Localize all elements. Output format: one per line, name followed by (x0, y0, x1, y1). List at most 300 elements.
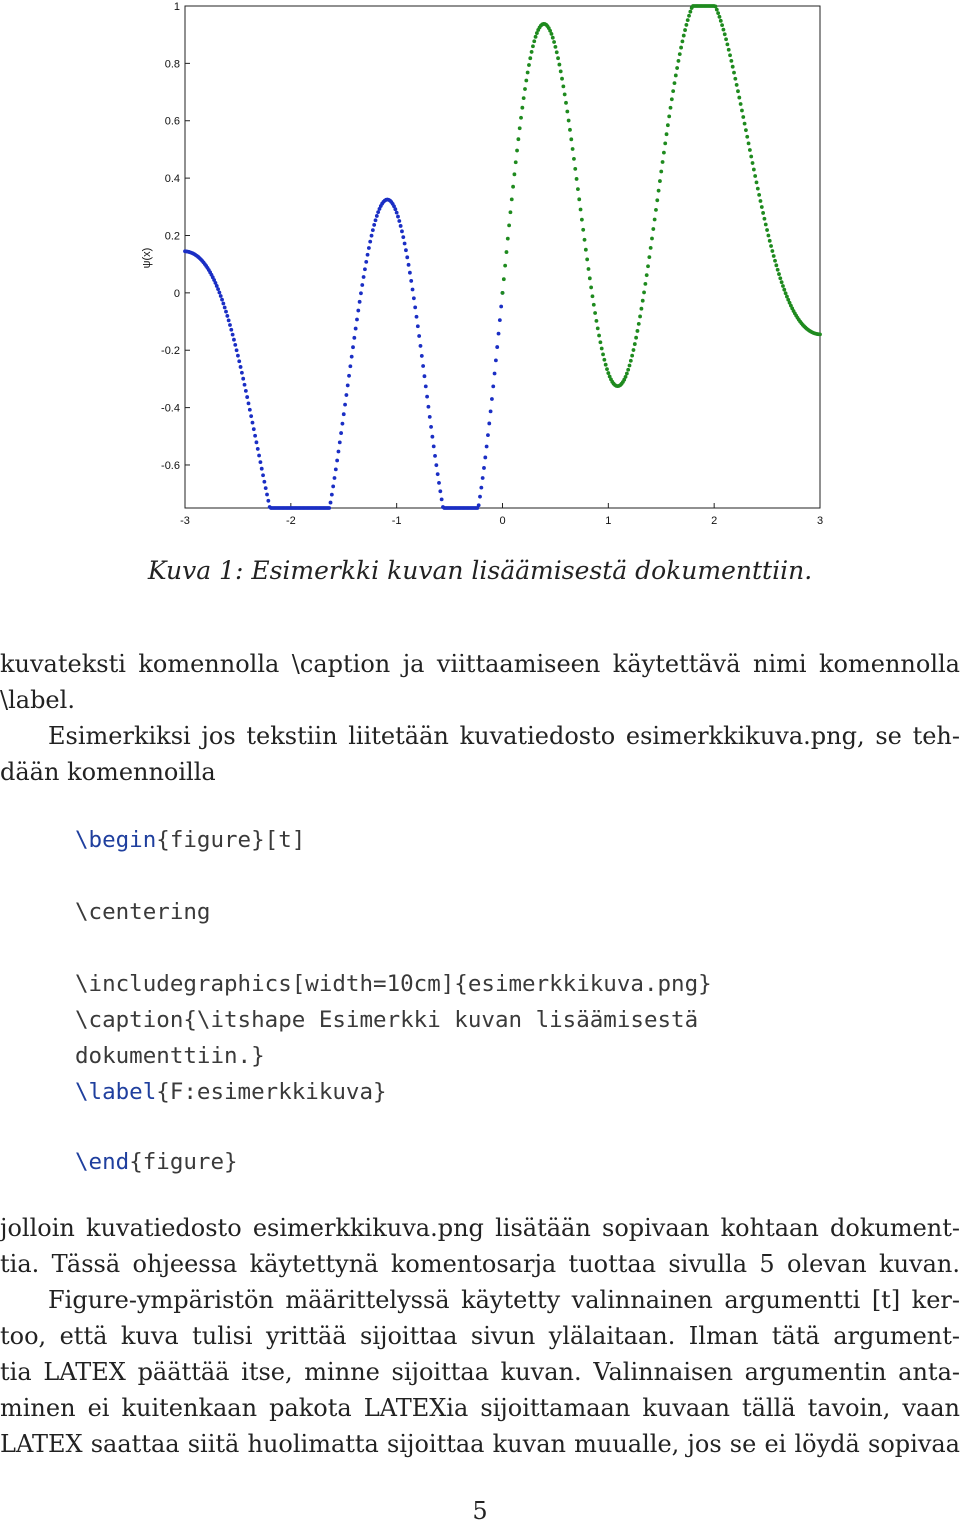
series-1-point (487, 422, 491, 426)
series-2-point (584, 248, 588, 252)
series-2-point (585, 258, 589, 262)
series-1-point (327, 506, 331, 510)
series-1-point (367, 246, 371, 250)
series-1-point (399, 224, 403, 228)
text-line: \label. (0, 686, 75, 714)
series-1-point (404, 248, 408, 252)
series-1-point (494, 358, 498, 362)
series-1-point (362, 275, 366, 279)
series-1-point (485, 445, 489, 449)
series-1-point (344, 393, 348, 397)
series-2-point (588, 276, 592, 280)
series-2-point (606, 371, 610, 375)
series-2-point (725, 42, 729, 46)
series-1-point (341, 422, 345, 426)
series-2-point (686, 18, 690, 22)
series-2-point (727, 48, 731, 52)
series-1-point (343, 403, 347, 407)
series-1-point (371, 228, 375, 232)
series-2-point (630, 354, 634, 358)
series-1-point (252, 427, 256, 431)
series-1-point (359, 291, 363, 295)
series-2-point (724, 37, 728, 41)
paragraph-explanation (0, 1210, 960, 1462)
series-1-point (244, 389, 248, 393)
series-2-point (748, 148, 752, 152)
series-1-point (358, 300, 362, 304)
series-2-point (526, 71, 530, 75)
series-1-point (486, 433, 490, 437)
x-tick-label: -3 (180, 515, 190, 527)
series-2-point (571, 147, 575, 151)
series-2-point (518, 126, 522, 130)
series-1-point (490, 397, 494, 401)
figure-caption: Kuva 1: Esimerkki kuvan lisäämisestä dokumenttiin. (147, 556, 813, 585)
text-line: dään komennoilla (0, 758, 216, 786)
series-2-point (760, 205, 764, 209)
series-1-point (368, 240, 372, 244)
series-2-point (679, 46, 683, 50)
series-2-point (638, 315, 642, 319)
text-line: Esimerkiksi jos tekstiin liitetään kuvatiedosto esimerkkikuva.png, se teh- (48, 722, 960, 750)
series-2-point (784, 291, 788, 295)
series-1-point (338, 440, 342, 444)
page-number: 5 (472, 1497, 488, 1525)
series-2-point (556, 56, 560, 60)
series-1-point (255, 440, 259, 444)
series-2-point (665, 132, 669, 136)
series-1-point (409, 279, 413, 283)
text-line: LATEX saattaa siitä huolimatta sijoittaa kuvan muualle, jos se ei löydä sopivaa (0, 1430, 960, 1458)
series-1-point (375, 214, 379, 218)
y-tick-label: 0.6 (164, 115, 180, 128)
series-2-point (503, 264, 507, 268)
series-1-point (232, 338, 236, 342)
series-2-point (557, 63, 561, 67)
series-1-point (408, 271, 412, 275)
series-2-point (745, 135, 749, 139)
text-line: tia LATEX päättää itse, minne sijoittaa kuvan. Valinnaisen argumentin anta- (0, 1358, 960, 1386)
series-1-point (334, 467, 338, 471)
series-2-point (720, 23, 724, 27)
series-2-point (757, 193, 761, 197)
series-1-point (498, 318, 502, 322)
series-1-point (420, 354, 424, 358)
series-1-point (228, 323, 232, 327)
series-1-point (262, 480, 266, 484)
series-2-point (626, 368, 630, 372)
series-1-point (430, 435, 434, 439)
series-2-point (572, 157, 576, 161)
series-2-point (555, 50, 559, 54)
series-1-point (413, 305, 417, 309)
series-2-point (756, 187, 760, 191)
series-2-point (564, 101, 568, 105)
y-tick-label: 0.4 (164, 173, 180, 186)
series-2-point (642, 291, 646, 295)
series-1-point (261, 473, 265, 477)
series-1-point (219, 294, 223, 298)
x-tick-label: 3 (816, 515, 824, 527)
code-end-figure: \end{figure} (75, 1149, 238, 1175)
series-1-point (440, 497, 444, 501)
series-2-point (595, 319, 599, 323)
series-2-point (763, 217, 767, 221)
series-2-point (583, 238, 587, 242)
series-2-point (552, 40, 556, 44)
series-1-point (240, 371, 244, 375)
series-1-point (479, 486, 483, 490)
series-1-point (217, 291, 221, 295)
series-2-point (733, 77, 737, 81)
series-2-point (587, 267, 591, 271)
series-2-point (581, 228, 585, 232)
series-1-point (264, 486, 268, 490)
series-2-point (651, 227, 655, 231)
series-2-point (605, 367, 609, 371)
series-2-point (778, 276, 782, 280)
series-2-point (522, 96, 526, 100)
series-1-point (423, 374, 427, 378)
series-1-point (257, 454, 261, 458)
series-2-point (716, 11, 720, 15)
text-line: minen ei kuitenkaan pakota LATEXia sijoittamaan kuvaan tällä tavoin, vaan (0, 1394, 960, 1422)
series-2-point (636, 329, 640, 333)
series-2-point (575, 177, 579, 181)
series-1-point (481, 476, 485, 480)
series-1-point (432, 444, 436, 448)
series-2-point (520, 106, 524, 110)
series-2-point (818, 333, 822, 337)
series-1-point (427, 405, 431, 409)
paragraph-intro (0, 646, 960, 790)
series-1-point (225, 314, 229, 318)
series-2-point (650, 237, 654, 241)
series-1-point (245, 395, 249, 399)
series-2-point (600, 347, 604, 351)
series-2-point (589, 286, 593, 290)
series-2-point (534, 35, 538, 39)
series-1-point (237, 359, 241, 363)
series-2-point (655, 198, 659, 202)
series-1-point (256, 447, 260, 451)
series-1-point (405, 255, 409, 259)
series-1-point (364, 260, 368, 264)
series-1-point (227, 318, 231, 322)
series-1-point (493, 372, 497, 376)
x-tick-label: -2 (285, 515, 296, 527)
series-1-point (356, 309, 360, 313)
series-1-point (348, 364, 352, 368)
series-2-point (759, 199, 763, 203)
plot-axes-box (185, 6, 820, 508)
series-2-point (560, 77, 564, 81)
series-2-point (653, 218, 657, 222)
series-2-point (684, 23, 688, 27)
series-1-point (259, 460, 263, 464)
series-2-point (764, 223, 768, 227)
series-2-point (649, 246, 653, 250)
series-2-point (568, 128, 572, 132)
series-1-point (249, 414, 253, 418)
x-tick-label: 1 (605, 515, 612, 527)
series-1-point (401, 235, 405, 239)
series-1-point (330, 493, 334, 497)
series-2-point (671, 89, 675, 93)
series-2-point (659, 170, 663, 174)
data-points (183, 4, 822, 510)
series-1-point (331, 485, 335, 489)
y-axis-label: ψ(x) (141, 247, 153, 269)
series-2-point (596, 326, 600, 330)
series-1-point (329, 501, 333, 505)
series-2-point (601, 352, 605, 356)
series-1-point (360, 283, 364, 287)
series-1-point (220, 298, 224, 302)
code-caption-cont: dokumenttiin.} (75, 1043, 265, 1069)
series-1-point (260, 467, 264, 471)
series-2-point (645, 273, 649, 277)
series-2-point (773, 259, 777, 263)
series-2-point (780, 280, 784, 284)
series-1-point (253, 434, 257, 438)
series-2-point (732, 71, 736, 75)
series-2-point (565, 110, 569, 114)
series-2-point (592, 303, 596, 307)
text-line: too, että kuva tulisi yrittää sijoittaa sivun ylälaitaan. Ilman tätä argument- (0, 1322, 960, 1350)
series-1-point (415, 315, 419, 319)
series-2-point (765, 228, 769, 232)
y-tick-label: 0 (173, 287, 180, 300)
series-1-point (236, 354, 240, 358)
code-label: \label{F:esimerkkikuva} (75, 1079, 387, 1105)
series-2-point (604, 363, 608, 367)
code-includegraphics: \includegraphics[width=10cm]{esimerkkikuva.png} (75, 971, 712, 997)
wavefunction-plot (0, 0, 960, 540)
series-1-point (223, 306, 227, 310)
text-line: jolloin kuvatiedosto esimerkkikuva.png lisätään sopivaan kohtaan dokument- (0, 1214, 960, 1242)
series-2-point (640, 307, 644, 311)
series-1-point (243, 383, 247, 387)
series-2-point (781, 284, 785, 288)
series-2-point (551, 36, 555, 40)
series-2-point (628, 364, 632, 368)
series-2-point (579, 208, 583, 212)
series-1-point (355, 318, 359, 322)
series-2-point (683, 28, 687, 32)
series-1-point (347, 374, 351, 378)
axis-ticks (161, 1, 823, 527)
series-2-point (674, 74, 678, 78)
series-2-point (528, 56, 532, 60)
series-2-point (687, 14, 691, 18)
series-2-point (777, 272, 781, 276)
series-2-point (509, 210, 513, 214)
series-2-point (515, 149, 519, 153)
series-2-point (597, 334, 601, 338)
series-1-point (372, 223, 376, 227)
series-1-point (224, 310, 228, 314)
series-2-point (554, 45, 558, 49)
series-2-point (681, 40, 685, 44)
x-tick-label: 2 (711, 515, 718, 527)
series-1-point (351, 345, 355, 349)
series-2-point (722, 28, 726, 32)
y-tick-label: -0.4 (161, 402, 180, 415)
series-2-point (744, 128, 748, 132)
text-line: kuvateksti komennolla \caption ja viittaamiseen käytettävä nimi komennolla (0, 650, 960, 678)
y-tick-label: 0.2 (164, 230, 180, 243)
series-2-point (516, 137, 520, 141)
series-2-point (559, 70, 563, 74)
series-2-point (654, 208, 658, 212)
series-2-point (736, 89, 740, 93)
series-2-point (593, 311, 597, 315)
series-2-point (598, 340, 602, 344)
series-2-point (524, 79, 528, 83)
series-2-point (772, 254, 776, 258)
series-2-point (767, 234, 771, 238)
series-2-point (729, 59, 733, 63)
series-2-point (502, 277, 506, 281)
series-2-point (747, 141, 751, 145)
series-2-point (527, 63, 531, 67)
series-1-point (241, 377, 245, 381)
series-1-point (342, 412, 346, 416)
series-2-point (641, 299, 645, 303)
series-2-point (752, 168, 756, 172)
series-2-point (514, 160, 518, 164)
series-2-point (505, 250, 509, 254)
series-1-point (495, 345, 499, 349)
series-1-point (424, 384, 428, 388)
text-line: tia. Tässä ohjeessa käytettynä komentosarja tuottaa sivulla 5 olevan kuvan. (0, 1250, 960, 1278)
series-2-point (769, 244, 773, 248)
series-2-point (658, 179, 662, 183)
series-1-point (395, 211, 399, 215)
series-1-point (233, 343, 237, 347)
series-2-point (511, 185, 515, 189)
series-2-point (667, 114, 671, 118)
series-1-point (339, 431, 343, 435)
series-1-point (477, 503, 481, 507)
series-1-point (231, 333, 235, 337)
series-2-point (569, 137, 573, 141)
series-2-point (743, 122, 747, 126)
series-2-point (510, 197, 514, 201)
y-tick-label: 0.8 (164, 58, 180, 71)
x-tick-label: 0 (499, 515, 506, 527)
series-2-point (723, 32, 727, 36)
series-2-point (718, 15, 722, 19)
series-2-point (719, 19, 723, 23)
series-1-point (419, 344, 423, 348)
code-centering: \centering (75, 899, 211, 925)
series-2-point (670, 97, 674, 101)
series-2-point (776, 268, 780, 272)
series-1-point (221, 302, 225, 306)
series-2-point (761, 211, 765, 215)
series-1-point (428, 415, 432, 419)
series-1-point (425, 395, 429, 399)
series-1-point (407, 263, 411, 267)
series-2-point (629, 359, 633, 363)
series-1-point (229, 328, 233, 332)
series-1-point (335, 459, 339, 463)
series-2-point (643, 282, 647, 286)
series-1-point (393, 207, 397, 211)
series-2-point (661, 160, 665, 164)
y-tick-label: -0.6 (161, 459, 180, 472)
series-1-point (374, 218, 378, 222)
series-1-point (412, 296, 416, 300)
series-2-point (591, 294, 595, 298)
series-1-point (438, 489, 442, 493)
series-2-point (675, 66, 679, 70)
series-1-point (416, 324, 420, 328)
series-2-point (666, 123, 670, 127)
series-2-point (550, 32, 554, 36)
series-2-point (740, 109, 744, 113)
series-1-point (411, 288, 415, 292)
series-2-point (580, 218, 584, 222)
series-2-point (506, 237, 510, 241)
series-1-point (366, 253, 370, 257)
series-1-point (421, 364, 425, 368)
series-1-point (497, 332, 501, 336)
series-2-point (531, 44, 535, 48)
series-2-point (662, 151, 666, 155)
series-2-point (523, 87, 527, 91)
series-2-point (633, 342, 637, 346)
series-2-point (646, 264, 650, 268)
series-1-point (247, 401, 251, 405)
series-1-point (433, 454, 437, 458)
series-2-point (576, 187, 580, 191)
series-2-point (688, 10, 692, 14)
series-2-point (561, 84, 565, 88)
series-2-point (782, 288, 786, 292)
series-1-point (403, 242, 407, 246)
series-1-point (337, 450, 341, 454)
series-1-point (489, 409, 493, 413)
series-2-point (507, 223, 511, 227)
code-caption: \caption{\itshape Esimerkki kuvan lisäämisestä (75, 1007, 699, 1033)
series-2-point (715, 8, 719, 12)
series-2-point (602, 358, 606, 362)
series-2-point (739, 102, 743, 106)
series-2-point (530, 50, 534, 54)
series-2-point (682, 34, 686, 38)
series-2-point (532, 39, 536, 43)
series-1-point (483, 456, 487, 460)
series-1-point (437, 481, 441, 485)
series-1-point (363, 267, 367, 271)
series-2-point (625, 372, 629, 376)
series-2-point (749, 155, 753, 159)
series-1-point (352, 336, 356, 340)
series-2-point (634, 336, 638, 340)
series-2-point (751, 161, 755, 165)
series-2-point (677, 59, 681, 63)
series-1-point (333, 476, 337, 480)
series-1-point (354, 327, 358, 331)
text-line: Figure-ympäristön määrittelyssä käytetty valinnainen argumentti [t] ker- (48, 1286, 960, 1314)
series-2-point (663, 141, 667, 145)
series-1-point (491, 384, 495, 388)
series-1-point (346, 384, 350, 388)
series-2-point (753, 174, 757, 178)
